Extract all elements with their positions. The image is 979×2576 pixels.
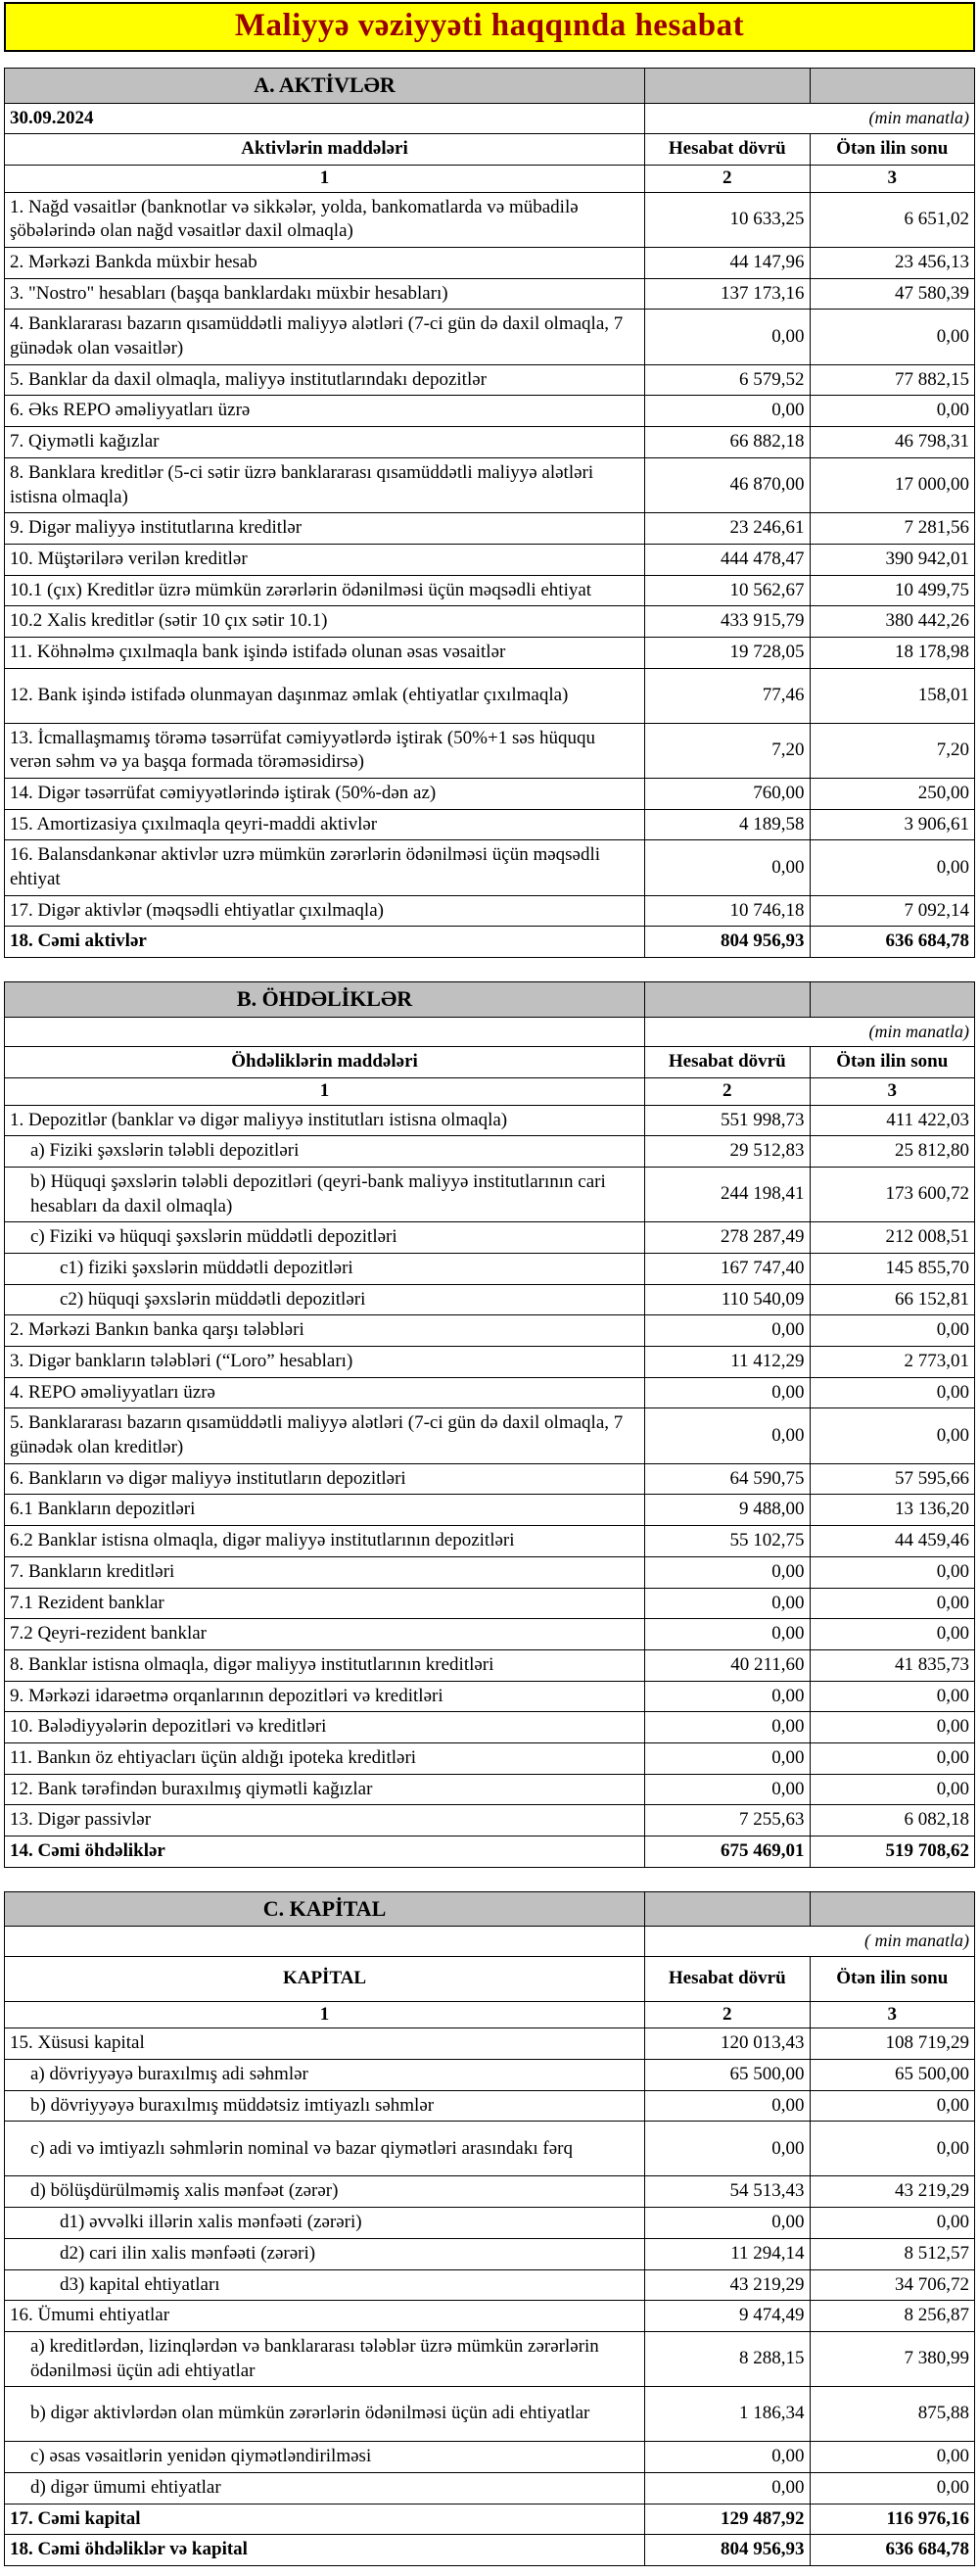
column-header-previous-year: Ötən ilin sonu	[810, 134, 974, 166]
table-row	[5, 1805, 975, 1837]
value-previous-year: 145 855,70	[810, 1253, 974, 1284]
column-header-row	[5, 1956, 975, 2001]
capital-table	[4, 1891, 975, 2566]
value-current-period: 11 412,29	[645, 1347, 810, 1378]
table-row	[5, 1377, 975, 1408]
value-previous-year: 0,00	[810, 1408, 974, 1463]
value-current-period: 0,00	[645, 2090, 810, 2122]
row-label: 6. Əks REPO əməliyyatları üzrə	[5, 396, 645, 427]
report-date: 30.09.2024	[5, 103, 645, 134]
unit-note: (min manatla)	[645, 103, 975, 134]
value-current-period: 44 147,96	[645, 248, 810, 279]
section-title-filler	[810, 982, 974, 1018]
value-previous-year: 17 000,00	[810, 457, 974, 512]
table-row	[5, 2208, 975, 2239]
table-row	[5, 310, 975, 364]
table-row	[5, 2535, 975, 2566]
column-number-3: 3	[810, 2001, 974, 2028]
table-row	[5, 2387, 975, 2442]
value-previous-year: 7 092,14	[810, 895, 974, 927]
value-previous-year: 380 442,26	[810, 606, 974, 638]
column-number-1: 1	[5, 1077, 645, 1105]
section-title-filler	[645, 1891, 810, 1927]
column-header-row	[5, 1047, 975, 1078]
column-number-2: 2	[645, 165, 810, 192]
row-label: 6. Bankların və digər maliyyə institutların depozitləri	[5, 1463, 645, 1495]
value-current-period: 7,20	[645, 723, 810, 778]
value-current-period: 110 540,09	[645, 1284, 810, 1315]
value-current-period: 0,00	[645, 1408, 810, 1463]
table-row	[5, 1556, 975, 1588]
column-header-items: KAPİTAL	[5, 1956, 645, 2001]
row-label: 7. Qiymətli kağızlar	[5, 427, 645, 458]
column-number-row	[5, 165, 975, 192]
row-label: 16. Ümumi ehtiyatlar	[5, 2301, 645, 2332]
value-current-period: 6 579,52	[645, 364, 810, 396]
value-previous-year: 212 008,51	[810, 1222, 974, 1254]
column-number-1: 1	[5, 165, 645, 192]
value-previous-year: 411 422,03	[810, 1105, 974, 1136]
section-title: A. AKTİVLƏR	[5, 69, 645, 104]
value-current-period: 9 488,00	[645, 1495, 810, 1526]
row-label: 12. Bank işində istifadə olunmayan daşınmaz əmlak (ehtiyatlar çıxılmaqla)	[5, 668, 645, 723]
table-row	[5, 2238, 975, 2269]
value-current-period: 0,00	[645, 1588, 810, 1619]
meta-row	[5, 1017, 975, 1046]
row-label: 8. Banklar istisna olmaqla, digər maliyyə institutlarının kreditləri	[5, 1649, 645, 1681]
value-current-period: 11 294,14	[645, 2238, 810, 2269]
value-current-period: 10 633,25	[645, 192, 810, 247]
row-label: d) bölüşdürülməmiş xalis mənfəət (zərər)	[5, 2176, 645, 2208]
value-current-period: 29 512,83	[645, 1136, 810, 1168]
row-label: 13. Digər passivlər	[5, 1805, 645, 1837]
value-current-period: 167 747,40	[645, 1253, 810, 1284]
table-row	[5, 1284, 975, 1315]
section-title-filler	[810, 1891, 974, 1927]
row-label: 17. Cəmi kapital	[5, 2504, 645, 2535]
section-title-filler	[645, 69, 810, 104]
section-title-row	[5, 69, 975, 104]
table-row	[5, 927, 975, 958]
table-row	[5, 1681, 975, 1712]
value-previous-year: 250,00	[810, 779, 974, 810]
value-previous-year: 23 456,13	[810, 248, 974, 279]
value-previous-year: 0,00	[810, 1681, 974, 1712]
liabilities-table	[4, 981, 975, 1868]
table-row	[5, 895, 975, 927]
table-row	[5, 723, 975, 778]
report-title-banner	[4, 2, 975, 52]
value-current-period: 0,00	[645, 1742, 810, 1774]
table-row	[5, 1588, 975, 1619]
report-date	[5, 1927, 645, 1956]
value-previous-year: 57 595,66	[810, 1463, 974, 1495]
value-previous-year: 390 942,01	[810, 544, 974, 575]
value-current-period: 0,00	[645, 2472, 810, 2504]
table-row	[5, 1526, 975, 1557]
table-row	[5, 1315, 975, 1347]
section-title-filler	[645, 982, 810, 1018]
table-row	[5, 278, 975, 310]
row-label: 2. Mərkəzi Bankın banka qarşı tələbləri	[5, 1315, 645, 1347]
table-row	[5, 457, 975, 512]
table-row	[5, 2442, 975, 2473]
value-previous-year: 0,00	[810, 1315, 974, 1347]
row-label: 9. Digər maliyyə institutlarına kreditlər	[5, 513, 645, 545]
value-previous-year: 34 706,72	[810, 2269, 974, 2301]
row-label: 8. Banklara kreditlər (5-ci sətir üzrə banklararası qısamüddətli maliyyə alətləri istisna olmaqla)	[5, 457, 645, 512]
value-current-period: 40 211,60	[645, 1649, 810, 1681]
value-previous-year: 66 152,81	[810, 1284, 974, 1315]
row-label: c1) fiziki şəxslərin müddətli depozitləri	[5, 1253, 645, 1284]
value-current-period: 10 746,18	[645, 895, 810, 927]
report-title: Maliyyə vəziyyəti haqqında hesabat	[234, 8, 745, 43]
value-previous-year: 0,00	[810, 396, 974, 427]
value-current-period: 278 287,49	[645, 1222, 810, 1254]
value-current-period: 137 173,16	[645, 278, 810, 310]
value-current-period: 0,00	[645, 1556, 810, 1588]
row-label: d2) cari ilin xalis mənfəəti (zərəri)	[5, 2238, 645, 2269]
row-label: 6.2 Banklar istisna olmaqla, digər maliyyə institutlarının depozitləri	[5, 1526, 645, 1557]
table-row	[5, 2331, 975, 2386]
table-row	[5, 2176, 975, 2208]
unit-note: (min manatla)	[645, 1017, 975, 1046]
column-number-row	[5, 1077, 975, 1105]
row-label: 10.1 (çıx) Kreditlər üzrə mümkün zərərlərin ödənilməsi üçün məqsədli ehtiyat	[5, 575, 645, 606]
table-row	[5, 1167, 975, 1221]
value-current-period: 23 246,61	[645, 513, 810, 545]
section-title-row	[5, 1891, 975, 1927]
value-current-period: 10 562,67	[645, 575, 810, 606]
value-previous-year: 6 651,02	[810, 192, 974, 247]
value-previous-year: 875,88	[810, 2387, 974, 2442]
row-label: 9. Mərkəzi idarəetmə orqanlarının depozitləri və kreditləri	[5, 1681, 645, 1712]
column-number-2: 2	[645, 1077, 810, 1105]
value-current-period: 4 189,58	[645, 809, 810, 840]
row-label: d) digər ümumi ehtiyatlar	[5, 2472, 645, 2504]
value-current-period: 760,00	[645, 779, 810, 810]
row-label: 3. "Nostro" hesabları (başqa banklardakı müxbir hesabları)	[5, 278, 645, 310]
row-label: 4. Banklararası bazarın qısamüddətli maliyyə alətləri (7-ci gün də daxil olmaqla, 7 günədək olan vəsaitlər)	[5, 310, 645, 364]
value-previous-year: 8 256,87	[810, 2301, 974, 2332]
column-header-items: Aktivlərin maddələri	[5, 134, 645, 166]
row-label: d3) kapital ehtiyatları	[5, 2269, 645, 2301]
table-row	[5, 1136, 975, 1168]
value-current-period: 77,46	[645, 668, 810, 723]
value-previous-year: 65 500,00	[810, 2060, 974, 2091]
value-current-period: 0,00	[645, 2442, 810, 2473]
value-current-period: 0,00	[645, 840, 810, 895]
meta-row	[5, 103, 975, 134]
value-current-period: 551 998,73	[645, 1105, 810, 1136]
table-row	[5, 1463, 975, 1495]
section-liabilities	[4, 981, 975, 1868]
capital-rows	[5, 2028, 975, 2566]
value-current-period: 0,00	[645, 1315, 810, 1347]
table-row	[5, 1222, 975, 1254]
table-row	[5, 1712, 975, 1743]
row-label: a) dövriyyəyə buraxılmış adi səhmlər	[5, 2060, 645, 2091]
value-current-period: 804 956,93	[645, 2535, 810, 2566]
section-title-filler	[810, 69, 974, 104]
row-label: 10. Bələdiyyələrin depozitləri və kreditləri	[5, 1712, 645, 1743]
value-previous-year: 10 499,75	[810, 575, 974, 606]
row-label: a) Fiziki şəxslərin tələbli depozitləri	[5, 1136, 645, 1168]
value-previous-year: 108 719,29	[810, 2028, 974, 2060]
row-label: 12. Bank tərəfindən buraxılmış qiymətli kağızlar	[5, 1774, 645, 1805]
value-previous-year: 77 882,15	[810, 364, 974, 396]
row-label: 18. Cəmi öhdəliklər və kapital	[5, 2535, 645, 2566]
value-current-period: 804 956,93	[645, 927, 810, 958]
value-current-period: 0,00	[645, 2122, 810, 2176]
meta-row	[5, 1927, 975, 1956]
value-previous-year: 0,00	[810, 1774, 974, 1805]
value-current-period: 433 915,79	[645, 606, 810, 638]
value-previous-year: 25 812,80	[810, 1136, 974, 1168]
table-row	[5, 427, 975, 458]
column-header-current-period: Hesabat dövrü	[645, 1956, 810, 2001]
row-label: 7.2 Qeyri-rezident banklar	[5, 1619, 645, 1650]
row-label: 10. Müştərilərə verilən kreditlər	[5, 544, 645, 575]
row-label: 6.1 Bankların depozitləri	[5, 1495, 645, 1526]
table-row	[5, 2504, 975, 2535]
value-previous-year: 116 976,16	[810, 2504, 974, 2535]
row-label: b) digər aktivlərdən olan mümkün zərərlərin ödənilməsi üçün adi ehtiyatlar	[5, 2387, 645, 2442]
table-row	[5, 1742, 975, 1774]
row-label: 1. Depozitlər (banklar və digər maliyyə institutları istisna olmaqla)	[5, 1105, 645, 1136]
section-title: C. KAPİTAL	[5, 1891, 645, 1927]
table-row	[5, 840, 975, 895]
table-row	[5, 1253, 975, 1284]
column-header-row	[5, 134, 975, 166]
value-previous-year: 43 219,29	[810, 2176, 974, 2208]
value-previous-year: 0,00	[810, 2442, 974, 2473]
column-number-3: 3	[810, 1077, 974, 1105]
value-previous-year: 0,00	[810, 1742, 974, 1774]
value-current-period: 444 478,47	[645, 544, 810, 575]
row-label: 2. Mərkəzi Bankda müxbir hesab	[5, 248, 645, 279]
row-label: 15. Amortizasiya çıxılmaqla qeyri-maddi aktivlər	[5, 809, 645, 840]
row-label: 1. Nağd vəsaitlər (banknotlar və sikkələr, yolda, bankomatlarda və mübadilə şöbələrində olan nağd vəsaitlər daxil olmaqla)	[5, 192, 645, 247]
value-previous-year: 0,00	[810, 1619, 974, 1650]
row-label: 11. Köhnəlmə çıxılmaqla bank işində istifadə olunan əsas vəsaitlər	[5, 637, 645, 668]
row-label: 5. Banklar da daxil olmaqla, maliyyə institutlarındakı depozitlər	[5, 364, 645, 396]
value-current-period: 0,00	[645, 2208, 810, 2239]
section-capital	[4, 1891, 975, 2566]
value-current-period: 0,00	[645, 1681, 810, 1712]
value-current-period: 244 198,41	[645, 1167, 810, 1221]
table-row	[5, 2472, 975, 2504]
value-previous-year: 7 281,56	[810, 513, 974, 545]
row-label: d1) əvvəlki illərin xalis mənfəəti (zərəri)	[5, 2208, 645, 2239]
column-header-previous-year: Ötən ilin sonu	[810, 1047, 974, 1078]
table-row	[5, 2028, 975, 2060]
value-previous-year: 0,00	[810, 2122, 974, 2176]
row-label: c2) hüquqi şəxslərin müddətli depozitləri	[5, 1284, 645, 1315]
value-current-period: 43 219,29	[645, 2269, 810, 2301]
row-label: b) dövriyyəyə buraxılmış müddətsiz imtiyazlı səhmlər	[5, 2090, 645, 2122]
table-row	[5, 1774, 975, 1805]
value-current-period: 0,00	[645, 310, 810, 364]
value-previous-year: 46 798,31	[810, 427, 974, 458]
value-previous-year: 3 906,61	[810, 809, 974, 840]
table-row	[5, 1347, 975, 1378]
report-date	[5, 1017, 645, 1046]
row-label: c) Fiziki və hüquqi şəxslərin müddətli depozitləri	[5, 1222, 645, 1254]
row-label: 16. Balansdankənar aktivlər uzrə mümkün zərərlərin ödənilməsi üçün məqsədli ehtiyat	[5, 840, 645, 895]
column-number-3: 3	[810, 165, 974, 192]
value-current-period: 66 882,18	[645, 427, 810, 458]
row-label: 5. Banklararası bazarın qısamüddətli maliyyə alətləri (7-ci gün də daxil olmaqla, 7 günədək olan kreditlər)	[5, 1408, 645, 1463]
value-current-period: 46 870,00	[645, 457, 810, 512]
table-row	[5, 1495, 975, 1526]
table-row	[5, 544, 975, 575]
unit-note: ( min manatla)	[645, 1927, 975, 1956]
value-previous-year: 18 178,98	[810, 637, 974, 668]
value-previous-year: 2 773,01	[810, 1347, 974, 1378]
row-label: 13. İcmallaşmamış törəmə təsərrüfat cəmiyyətlərdə iştirak (50%+1 səs hüququ verən səhm və ya başqa formada törəməsidirsə)	[5, 723, 645, 778]
section-assets	[4, 68, 975, 958]
column-header-items: Öhdəliklərin maddələri	[5, 1047, 645, 1078]
row-label: 14. Cəmi öhdəliklər	[5, 1837, 645, 1868]
row-label: 7.1 Rezident banklar	[5, 1588, 645, 1619]
table-row	[5, 513, 975, 545]
section-title-row	[5, 982, 975, 1018]
row-label: 18. Cəmi aktivlər	[5, 927, 645, 958]
value-current-period: 65 500,00	[645, 2060, 810, 2091]
table-row	[5, 2122, 975, 2176]
value-previous-year: 6 082,18	[810, 1805, 974, 1837]
assets-table	[4, 68, 975, 958]
section-title: B. ÖHDƏLİKLƏR	[5, 982, 645, 1018]
table-row	[5, 606, 975, 638]
value-previous-year: 44 459,46	[810, 1526, 974, 1557]
value-previous-year: 0,00	[810, 1556, 974, 1588]
value-current-period: 1 186,34	[645, 2387, 810, 2442]
value-previous-year: 0,00	[810, 1712, 974, 1743]
column-header-current-period: Hesabat dövrü	[645, 134, 810, 166]
value-current-period: 54 513,43	[645, 2176, 810, 2208]
row-label: 10.2 Xalis kreditlər (sətir 10 çıx sətir 10.1)	[5, 606, 645, 638]
value-previous-year: 0,00	[810, 2472, 974, 2504]
table-row	[5, 1408, 975, 1463]
value-previous-year: 0,00	[810, 1377, 974, 1408]
value-previous-year: 0,00	[810, 1588, 974, 1619]
row-label: c) adi və imtiyazlı səhmlərin nominal və bazar qiymətləri arasındakı fərq	[5, 2122, 645, 2176]
value-previous-year: 47 580,39	[810, 278, 974, 310]
table-row	[5, 779, 975, 810]
table-row	[5, 248, 975, 279]
value-current-period: 0,00	[645, 396, 810, 427]
column-header-current-period: Hesabat dövrü	[645, 1047, 810, 1078]
value-current-period: 7 255,63	[645, 1805, 810, 1837]
table-row	[5, 364, 975, 396]
value-current-period: 675 469,01	[645, 1837, 810, 1868]
value-current-period: 55 102,75	[645, 1526, 810, 1557]
value-current-period: 0,00	[645, 1377, 810, 1408]
value-previous-year: 0,00	[810, 2090, 974, 2122]
value-current-period: 0,00	[645, 1774, 810, 1805]
column-number-2: 2	[645, 2001, 810, 2028]
value-previous-year: 173 600,72	[810, 1167, 974, 1221]
table-row	[5, 2269, 975, 2301]
row-label: b) Hüquqi şəxslərin tələbli depozitləri (qeyri-bank maliyyə institutlarının cari hesabları da daxil olmaqla)	[5, 1167, 645, 1221]
value-previous-year: 41 835,73	[810, 1649, 974, 1681]
row-label: a) kreditlərdən, lizinqlərdən və banklararası tələblər üzrə mümkün zərərlərin ödənilməsi üçün adi ehtiyatlar	[5, 2331, 645, 2386]
table-row	[5, 2060, 975, 2091]
value-current-period: 120 013,43	[645, 2028, 810, 2060]
table-row	[5, 1105, 975, 1136]
table-row	[5, 1837, 975, 1868]
row-label: 15. Xüsusi kapital	[5, 2028, 645, 2060]
row-label: 3. Digər bankların tələbləri (“Loro” hesabları)	[5, 1347, 645, 1378]
row-label: 4. REPO əməliyyatları üzrə	[5, 1377, 645, 1408]
value-previous-year: 158,01	[810, 668, 974, 723]
row-label: 14. Digər təsərrüfat cəmiyyətlərində iştirak (50%-dən az)	[5, 779, 645, 810]
value-current-period: 64 590,75	[645, 1463, 810, 1495]
assets-rows	[5, 192, 975, 958]
row-label: 7. Bankların kreditləri	[5, 1556, 645, 1588]
table-row	[5, 575, 975, 606]
row-label: 11. Bankın öz ehtiyacları üçün aldığı ipoteka kreditləri	[5, 1742, 645, 1774]
value-previous-year: 8 512,57	[810, 2238, 974, 2269]
value-current-period: 19 728,05	[645, 637, 810, 668]
row-label: c) əsas vəsaitlərin yenidən qiymətləndirilməsi	[5, 2442, 645, 2473]
table-row	[5, 1619, 975, 1650]
value-previous-year: 7 380,99	[810, 2331, 974, 2386]
table-row	[5, 637, 975, 668]
table-row	[5, 1649, 975, 1681]
table-row	[5, 192, 975, 247]
row-label: 17. Digər aktivlər (məqsədli ehtiyatlar çıxılmaqla)	[5, 895, 645, 927]
value-current-period: 8 288,15	[645, 2331, 810, 2386]
value-previous-year: 13 136,20	[810, 1495, 974, 1526]
table-row	[5, 809, 975, 840]
table-row	[5, 396, 975, 427]
value-current-period: 9 474,49	[645, 2301, 810, 2332]
column-number-row	[5, 2001, 975, 2028]
value-previous-year: 0,00	[810, 840, 974, 895]
table-row	[5, 2090, 975, 2122]
value-previous-year: 636 684,78	[810, 2535, 974, 2566]
liabilities-rows	[5, 1105, 975, 1867]
value-current-period: 0,00	[645, 1712, 810, 1743]
value-previous-year: 636 684,78	[810, 927, 974, 958]
value-previous-year: 519 708,62	[810, 1837, 974, 1868]
column-number-1: 1	[5, 2001, 645, 2028]
table-row	[5, 2301, 975, 2332]
value-previous-year: 0,00	[810, 2208, 974, 2239]
table-row	[5, 668, 975, 723]
column-header-previous-year: Ötən ilin sonu	[810, 1956, 974, 2001]
value-previous-year: 0,00	[810, 310, 974, 364]
value-previous-year: 7,20	[810, 723, 974, 778]
value-current-period: 0,00	[645, 1619, 810, 1650]
value-current-period: 129 487,92	[645, 2504, 810, 2535]
